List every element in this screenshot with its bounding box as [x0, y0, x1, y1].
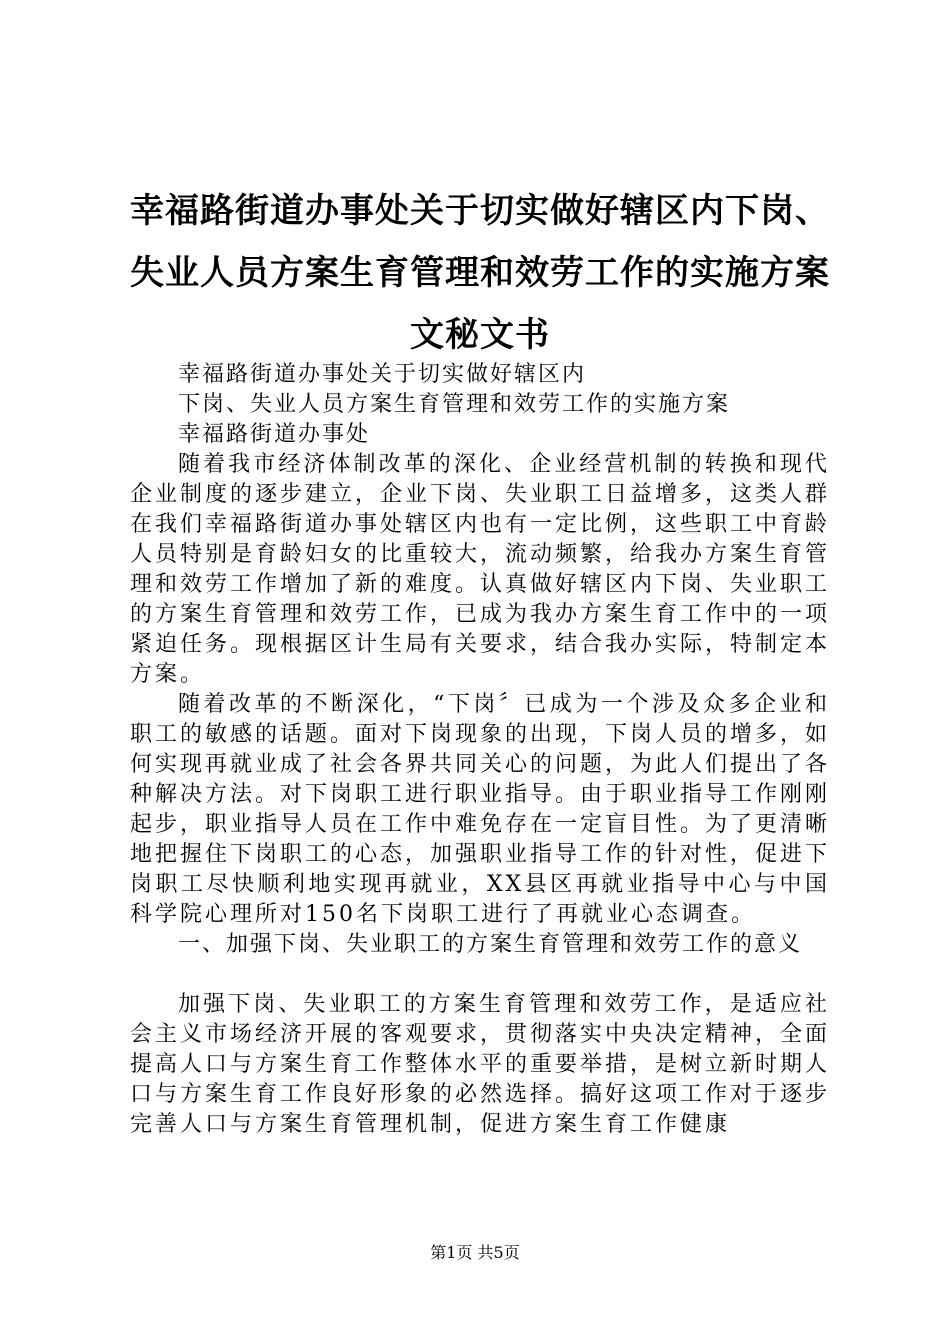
- document-body: [130, 360, 830, 1140]
- document-title: [120, 180, 840, 366]
- title-line-2: 失业人员方案生育管理和效劳工作的实施方案: [130, 253, 830, 293]
- section-heading: 一、加强下岗、失业职工的方案生育管理和效劳工作的意义: [178, 932, 803, 957]
- blank-line: [130, 960, 830, 990]
- paragraph-1: 随着我市经济体制改革的深化、企业经营机制的转换和现代企业制度的逐步建立，企业下岗、失业职工日益增多，这类人群在我们幸福路街道办事处辖区内也有一定比例，这些职工中育龄人员特别是育龄妇女的比重较大，流动频繁，给我办方案生育管理和效劳工作增加了新的难度。认真做好辖区内下岗、失业职工的方案生育管理和效劳工作，已成为我办方案生育工作中的一项紧迫任务。现根据区计生局有关要求，结合我办实际，特制定本方案。: [130, 452, 831, 687]
- subtitle-line-2: 下岗、失业人员方案生育管理和效劳工作的实施方案: [178, 392, 731, 417]
- title-line-3: 文秘文书: [410, 315, 550, 355]
- subtitle-issuer: 幸福路街道办事处: [178, 422, 371, 447]
- paragraph-2: 随着改革的不断深化，“下岗〞已成为一个涉及众多企业和职工的敏感的话题。面对下岗现象的出现，下岗人员的增多，如何实现再就业成了社会各界共同关心的问题，为此人们提出了各种解决方法。对下岗职工进行职业指导。由于职业指导工作刚刚起步，职业指导人员在工作中难免存在一定盲目性。为了更清晰地把握住下岗职工的心态，加强职业指导工作的针对性，促进下岗职工尽快顺利地实现再就业，XX县区再就业指导中心与中国科学院心理所对150名下岗职工进行了再就业心态调查。: [130, 692, 831, 927]
- subtitle-line-1: 幸福路街道办事处关于切实做好辖区内: [178, 362, 587, 387]
- page-footer: 第1页 共5页: [430, 1243, 520, 1262]
- title-line-1: 幸福路街道办事处关于切实做好辖区内下岗、: [130, 191, 830, 231]
- paragraph-3: 加强下岗、失业职工的方案生育管理和效劳工作，是适应社会主义市场经济开展的客观要求，贯彻落实中央决定精神，全面提高人口与方案生育工作整体水平的重要举措，是树立新时期人口与方案生育工作良好形象的必然选择。搞好这项工作对于逐步完善人口与方案生育管理机制，促进方案生育工作健康: [130, 992, 831, 1137]
